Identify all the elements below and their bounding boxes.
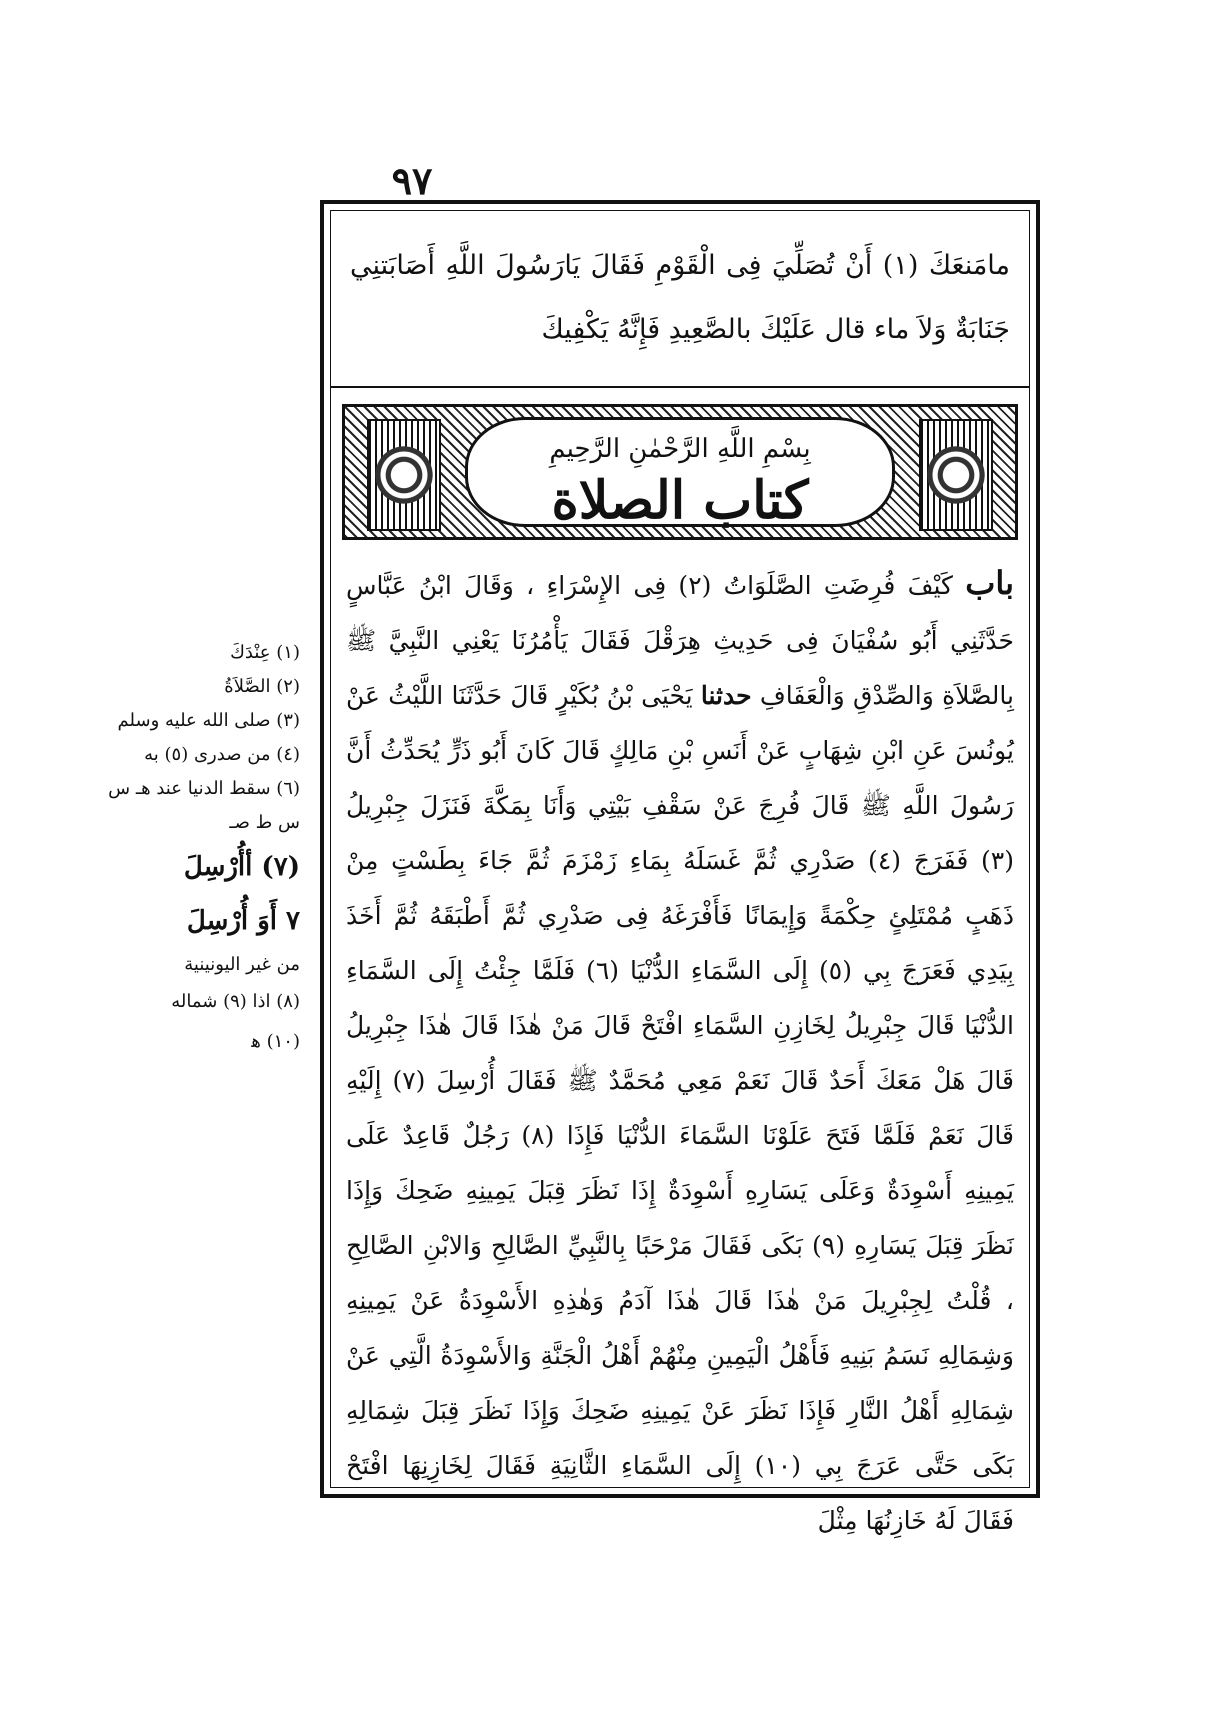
- hadith-body: [346, 556, 1014, 1548]
- main-text-frame: [320, 200, 1040, 1535]
- page-number: ٩٧: [391, 158, 433, 203]
- footnote: س ط صـ: [229, 812, 300, 833]
- footnote: من غير اليونينية: [184, 954, 300, 975]
- hadith-marker: حدثنا: [700, 681, 752, 710]
- chapter-text: كَيْفَ فُرِضَتِ الصَّلَوَاتُ (٢) فِى الإِسْرَاءِ ، وَقَالَ ابْنُ عَبَّاسٍ حَدَّثَنِي أَبُو سُفْيَانَ فِى حَدِيثِ هِرَقْلَ فَقَالَ يَأْمُرُنَا يَعْنِي النَّبِيَّ ﷺ بِالصَّلاَةِ وَالصِّدْقِ وَالْعَفَافِ: [346, 571, 1014, 710]
- ornament-left-icon: [367, 419, 441, 531]
- margin-footnotes: [108, 636, 300, 1062]
- footnote: (١٠) ﻫ: [251, 1031, 300, 1052]
- chapter-heading: باب: [965, 564, 1014, 602]
- footnote: (٣) صلى الله عليه وسلم: [117, 710, 300, 731]
- banner-cartouche: [465, 417, 895, 531]
- basmala: بِسْمِ اللَّهِ الرَّحْمٰنِ الرَّحِيمِ: [549, 434, 811, 464]
- footnote: (٤) من صدرى (٥) به: [144, 744, 300, 765]
- footnote: (٨) اذا (٩) شماله: [171, 991, 300, 1012]
- footnote: (١) عِنْدَكَ: [230, 642, 300, 663]
- footnote: (٧) أأُرْسِلَ: [183, 852, 300, 882]
- chapter-banner: [342, 404, 1018, 540]
- footnote: (٦) سقط الدنيا عند هـ س: [108, 778, 300, 799]
- book-title: كتاب الصلاة: [551, 470, 809, 531]
- footnote: (٢) الصَّلاَةُ: [224, 676, 300, 697]
- footnote: ٧ أَوَ أُرْسِلَ: [186, 906, 300, 936]
- hadith-text: يَحْيَى بْنُ بُكَيْرٍ قَالَ حَدَّثَنَا اللَّيْثُ عَنْ يُونُسَ عَنِ ابْنِ شِهَابٍ عَنْ أَنَسِ بْنِ مَالِكٍ قَالَ كَانَ أَبُو ذَرٍّ يُحَدِّثُ أَنَّ رَسُولَ اللَّهِ ﷺ قَالَ فُرِجَ عَنْ سَقْفِ بَيْتِي وَأَنَا بِمَكَّةَ فَنَزَلَ جِبْرِيلُ (٣) فَفَرَجَ (٤) صَدْرِي ثُمَّ غَسَلَهُ بِمَاءِ زَمْزَمَ ثُمَّ جَاءَ بِطَسْتٍ مِنْ ذَهَبٍ مُمْتَلِئٍ حِكْمَةً وَإِيمَانًا فَأَفْرَغَهُ فِى صَدْرِي ثُمَّ أَطْبَقَهُ ثُمَّ أَخَذَ بِيَدِي فَعَرَجَ بِي (٥) إِلَى السَّمَاءِ الدُّنْيَا (٦) فَلَمَّا جِئْتُ إِلَى السَّمَاءِ الدُّنْيَا قَالَ جِبْرِيلُ لِخَازِنِ السَّمَاءِ افْتَحْ قَالَ مَنْ هٰذَا قَالَ هٰذَا جِبْرِيلُ قَالَ هَلْ مَعَكَ أَحَدٌ قَالَ نَعَمْ مَعِي مُحَمَّدٌ ﷺ فَقَالَ أُرْسِلَ (٧) إِلَيْهِ قَالَ نَعَمْ فَلَمَّا فَتَحَ عَلَوْنَا السَّمَاءَ الدُّنْيَا فَإِذَا (٨) رَجُلٌ قَاعِدٌ عَلَى يَمِينِهِ أَسْوِدَةٌ وَعَلَى يَسَارِهِ أَسْوِدَةٌ إِذَا نَظَرَ قِبَلَ يَمِينِهِ ضَحِكَ وَإِذَا نَظَرَ قِبَلَ يَسَارِهِ (٩) بَكَى فَقَالَ مَرْحَبًا بِالنَّبِيِّ الصَّالِحِ وَالابْنِ الصَّالِحِ ، قُلْتُ لِجِبْرِيلَ مَنْ هٰذَا قَالَ هٰذَا آدَمُ وَهٰذِهِ الأَسْوِدَةُ عَنْ يَمِينِهِ وَشِمَالِهِ نَسَمُ بَنِيهِ فَأَهْلُ الْيَمِينِ مِنْهُمْ أَهْلُ الْجَنَّةِ وَالأَسْوِدَةُ الَّتِي عَنْ شِمَالِهِ أَهْلُ النَّارِ فَإِذَا نَظَرَ عَنْ يَمِينِهِ ضَحِكَ وَإِذَا نَظَرَ قِبَلَ شِمَالِهِ بَكَى حَتَّى عَرَجَ بِي (١٠) إِلَى السَّمَاءِ الثَّانِيَةِ فَقَالَ لِخَازِنِهَا افْتَحْ فَقَالَ لَهُ خَازِنُهَا مِثْلَ: [346, 681, 1014, 1535]
- top-text-block: مامَنعَكَ (١) أَنْ تُصَلِّيَ فِى الْقَوْمِ فَقَالَ يَارَسُولَ اللَّهِ أَصَابَتنِي جَنَابَةٌ وَلاَ ماء قال عَلَيْكَ بالصَّعِيدِ فَإِنَّهُ يَكْفِيكَ: [350, 250, 1010, 345]
- separator-line: [330, 386, 1030, 388]
- ornament-right-icon: [919, 419, 993, 531]
